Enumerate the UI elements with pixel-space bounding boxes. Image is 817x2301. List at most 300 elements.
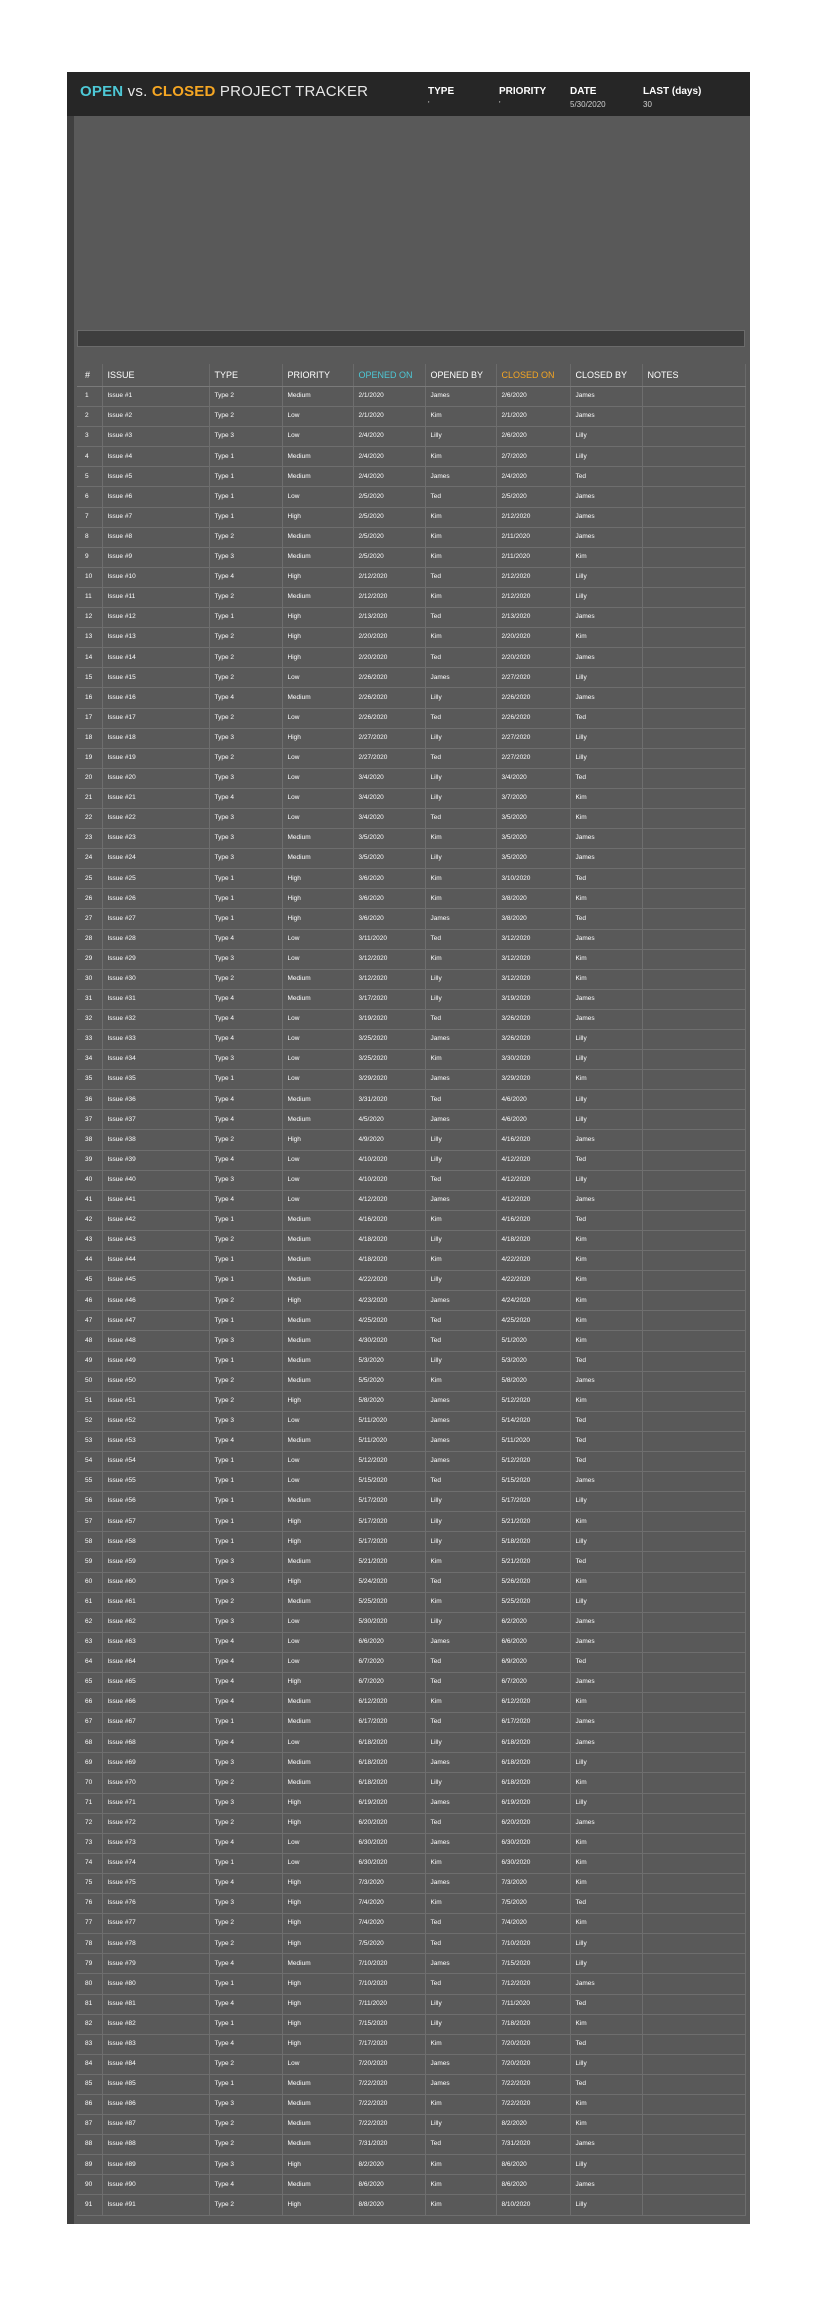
cell-issue[interactable]: Issue #91 bbox=[102, 2195, 209, 2215]
cell-opened-on[interactable]: 4/9/2020 bbox=[353, 1130, 425, 1150]
cell-number[interactable]: 48 bbox=[77, 1331, 102, 1351]
cell-notes[interactable] bbox=[642, 2054, 745, 2074]
cell-notes[interactable] bbox=[642, 407, 745, 427]
cell-opened-by[interactable]: Ted bbox=[425, 1813, 496, 1833]
cell-notes[interactable] bbox=[642, 2034, 745, 2054]
cell-issue[interactable]: Issue #81 bbox=[102, 1994, 209, 2014]
cell-priority[interactable]: High bbox=[282, 1673, 353, 1693]
cell-opened-on[interactable]: 2/4/2020 bbox=[353, 467, 425, 487]
cell-issue[interactable]: Issue #85 bbox=[102, 2074, 209, 2094]
cell-closed-by[interactable]: Lilly bbox=[570, 668, 642, 688]
cell-issue[interactable]: Issue #32 bbox=[102, 1009, 209, 1029]
cell-closed-on[interactable]: 3/5/2020 bbox=[496, 829, 570, 849]
cell-closed-by[interactable]: Lilly bbox=[570, 567, 642, 587]
cell-closed-by[interactable]: Kim bbox=[570, 949, 642, 969]
cell-type[interactable]: Type 2 bbox=[209, 1230, 282, 1250]
cell-closed-by[interactable]: James bbox=[570, 1813, 642, 1833]
cell-issue[interactable]: Issue #74 bbox=[102, 1853, 209, 1873]
cell-opened-on[interactable]: 4/18/2020 bbox=[353, 1251, 425, 1271]
cell-type[interactable]: Type 2 bbox=[209, 1592, 282, 1612]
cell-number[interactable]: 37 bbox=[77, 1110, 102, 1130]
cell-opened-on[interactable]: 5/5/2020 bbox=[353, 1371, 425, 1391]
cell-opened-on[interactable]: 7/20/2020 bbox=[353, 2054, 425, 2074]
cell-opened-on[interactable]: 7/22/2020 bbox=[353, 2074, 425, 2094]
cell-type[interactable]: Type 2 bbox=[209, 527, 282, 547]
cell-issue[interactable]: Issue #42 bbox=[102, 1210, 209, 1230]
cell-type[interactable]: Type 2 bbox=[209, 587, 282, 607]
cell-number[interactable]: 32 bbox=[77, 1009, 102, 1029]
cell-type[interactable]: Type 4 bbox=[209, 1632, 282, 1652]
cell-type[interactable]: Type 3 bbox=[209, 808, 282, 828]
cell-type[interactable]: Type 1 bbox=[209, 1451, 282, 1471]
cell-issue[interactable]: Issue #53 bbox=[102, 1431, 209, 1451]
cell-issue[interactable]: Issue #7 bbox=[102, 507, 209, 527]
cell-priority[interactable]: Medium bbox=[282, 1773, 353, 1793]
cell-type[interactable]: Type 2 bbox=[209, 1130, 282, 1150]
cell-closed-by[interactable]: Ted bbox=[570, 909, 642, 929]
cell-closed-by[interactable]: Kim bbox=[570, 1070, 642, 1090]
cell-number[interactable]: 20 bbox=[77, 768, 102, 788]
cell-type[interactable]: Type 2 bbox=[209, 1914, 282, 1934]
cell-closed-on[interactable]: 3/26/2020 bbox=[496, 1030, 570, 1050]
cell-opened-by[interactable]: Kim bbox=[425, 447, 496, 467]
cell-type[interactable]: Type 3 bbox=[209, 547, 282, 567]
cell-issue[interactable]: Issue #43 bbox=[102, 1230, 209, 1250]
cell-priority[interactable]: High bbox=[282, 889, 353, 909]
cell-opened-on[interactable]: 2/1/2020 bbox=[353, 407, 425, 427]
cell-type[interactable]: Type 4 bbox=[209, 1994, 282, 2014]
cell-issue[interactable]: Issue #71 bbox=[102, 1793, 209, 1813]
cell-opened-on[interactable]: 8/6/2020 bbox=[353, 2175, 425, 2195]
cell-number[interactable]: 19 bbox=[77, 748, 102, 768]
cell-opened-on[interactable]: 2/20/2020 bbox=[353, 628, 425, 648]
cell-notes[interactable] bbox=[642, 1914, 745, 1934]
cell-issue[interactable]: Issue #60 bbox=[102, 1572, 209, 1592]
cell-type[interactable]: Type 2 bbox=[209, 1813, 282, 1833]
cell-closed-by[interactable]: Kim bbox=[570, 1230, 642, 1250]
cell-opened-on[interactable]: 2/26/2020 bbox=[353, 708, 425, 728]
cell-type[interactable]: Type 3 bbox=[209, 1331, 282, 1351]
cell-notes[interactable] bbox=[642, 487, 745, 507]
cell-notes[interactable] bbox=[642, 2135, 745, 2155]
cell-opened-by[interactable]: Kim bbox=[425, 407, 496, 427]
cell-notes[interactable] bbox=[642, 1090, 745, 1110]
cell-notes[interactable] bbox=[642, 387, 745, 407]
cell-number[interactable]: 38 bbox=[77, 1130, 102, 1150]
cell-opened-by[interactable]: James bbox=[425, 668, 496, 688]
cell-closed-by[interactable]: Kim bbox=[570, 889, 642, 909]
cell-priority[interactable]: Low bbox=[282, 748, 353, 768]
cell-number[interactable]: 27 bbox=[77, 909, 102, 929]
cell-issue[interactable]: Issue #6 bbox=[102, 487, 209, 507]
cell-opened-on[interactable]: 2/5/2020 bbox=[353, 527, 425, 547]
cell-issue[interactable]: Issue #61 bbox=[102, 1592, 209, 1612]
cell-issue[interactable]: Issue #46 bbox=[102, 1291, 209, 1311]
cell-opened-by[interactable]: Kim bbox=[425, 1251, 496, 1271]
cell-opened-by[interactable]: Lilly bbox=[425, 1733, 496, 1753]
cell-opened-by[interactable]: Ted bbox=[425, 1472, 496, 1492]
cell-priority[interactable]: Medium bbox=[282, 1251, 353, 1271]
cell-closed-by[interactable]: Kim bbox=[570, 1391, 642, 1411]
cell-issue[interactable]: Issue #55 bbox=[102, 1472, 209, 1492]
cell-opened-by[interactable]: Ted bbox=[425, 748, 496, 768]
cell-number[interactable]: 85 bbox=[77, 2074, 102, 2094]
cell-priority[interactable]: Low bbox=[282, 407, 353, 427]
cell-issue[interactable]: Issue #64 bbox=[102, 1652, 209, 1672]
cell-opened-on[interactable]: 4/5/2020 bbox=[353, 1110, 425, 1130]
cell-opened-on[interactable]: 7/3/2020 bbox=[353, 1873, 425, 1893]
cell-number[interactable]: 36 bbox=[77, 1090, 102, 1110]
cell-opened-by[interactable]: Lilly bbox=[425, 2115, 496, 2135]
cell-type[interactable]: Type 3 bbox=[209, 1170, 282, 1190]
cell-priority[interactable]: Medium bbox=[282, 2175, 353, 2195]
cell-notes[interactable] bbox=[642, 1170, 745, 1190]
cell-priority[interactable]: High bbox=[282, 1894, 353, 1914]
cell-closed-by[interactable]: Kim bbox=[570, 1512, 642, 1532]
cell-notes[interactable] bbox=[642, 527, 745, 547]
cell-type[interactable]: Type 2 bbox=[209, 648, 282, 668]
cell-type[interactable]: Type 4 bbox=[209, 1833, 282, 1853]
cell-opened-on[interactable]: 7/4/2020 bbox=[353, 1914, 425, 1934]
cell-opened-on[interactable]: 7/10/2020 bbox=[353, 1954, 425, 1974]
cell-closed-by[interactable]: James bbox=[570, 1190, 642, 1210]
cell-issue[interactable]: Issue #51 bbox=[102, 1391, 209, 1411]
cell-opened-by[interactable]: Lilly bbox=[425, 849, 496, 869]
cell-type[interactable]: Type 3 bbox=[209, 1552, 282, 1572]
cell-opened-on[interactable]: 2/26/2020 bbox=[353, 668, 425, 688]
cell-opened-by[interactable]: Lilly bbox=[425, 1130, 496, 1150]
cell-priority[interactable]: High bbox=[282, 1391, 353, 1411]
cell-issue[interactable]: Issue #67 bbox=[102, 1713, 209, 1733]
cell-opened-on[interactable]: 4/10/2020 bbox=[353, 1170, 425, 1190]
cell-closed-by[interactable]: Kim bbox=[570, 808, 642, 828]
cell-opened-on[interactable]: 2/12/2020 bbox=[353, 567, 425, 587]
cell-type[interactable]: Type 3 bbox=[209, 1050, 282, 1070]
cell-notes[interactable] bbox=[642, 567, 745, 587]
cell-number[interactable]: 68 bbox=[77, 1733, 102, 1753]
cell-closed-by[interactable]: James bbox=[570, 407, 642, 427]
cell-notes[interactable] bbox=[642, 628, 745, 648]
cell-opened-by[interactable]: Kim bbox=[425, 1853, 496, 1873]
cell-notes[interactable] bbox=[642, 1130, 745, 1150]
cell-closed-by[interactable]: Ted bbox=[570, 467, 642, 487]
cell-number[interactable]: 63 bbox=[77, 1632, 102, 1652]
cell-priority[interactable]: Low bbox=[282, 808, 353, 828]
cell-notes[interactable] bbox=[642, 547, 745, 567]
cell-closed-by[interactable]: Lilly bbox=[570, 748, 642, 768]
cell-number[interactable]: 43 bbox=[77, 1230, 102, 1250]
cell-opened-on[interactable]: 6/18/2020 bbox=[353, 1733, 425, 1753]
cell-opened-on[interactable]: 2/5/2020 bbox=[353, 507, 425, 527]
cell-opened-on[interactable]: 4/30/2020 bbox=[353, 1331, 425, 1351]
cell-type[interactable]: Type 1 bbox=[209, 889, 282, 909]
cell-closed-on[interactable]: 2/11/2020 bbox=[496, 547, 570, 567]
cell-opened-on[interactable]: 7/4/2020 bbox=[353, 1894, 425, 1914]
cell-closed-on[interactable]: 7/11/2020 bbox=[496, 1994, 570, 2014]
cell-type[interactable]: Type 4 bbox=[209, 1652, 282, 1672]
cell-closed-by[interactable]: Kim bbox=[570, 1873, 642, 1893]
cell-issue[interactable]: Issue #5 bbox=[102, 467, 209, 487]
cell-opened-by[interactable]: James bbox=[425, 2054, 496, 2074]
cell-closed-on[interactable]: 4/22/2020 bbox=[496, 1251, 570, 1271]
cell-type[interactable]: Type 4 bbox=[209, 688, 282, 708]
cell-type[interactable]: Type 1 bbox=[209, 2014, 282, 2034]
cell-issue[interactable]: Issue #35 bbox=[102, 1070, 209, 1090]
cell-type[interactable]: Type 2 bbox=[209, 1291, 282, 1311]
cell-opened-by[interactable]: Kim bbox=[425, 2094, 496, 2114]
cell-opened-by[interactable]: Lilly bbox=[425, 1150, 496, 1170]
cell-issue[interactable]: Issue #41 bbox=[102, 1190, 209, 1210]
cell-opened-by[interactable]: James bbox=[425, 2074, 496, 2094]
cell-number[interactable]: 58 bbox=[77, 1532, 102, 1552]
cell-issue[interactable]: Issue #69 bbox=[102, 1753, 209, 1773]
cell-number[interactable]: 45 bbox=[77, 1271, 102, 1291]
cell-closed-by[interactable]: Ted bbox=[570, 1210, 642, 1230]
cell-closed-by[interactable]: Kim bbox=[570, 788, 642, 808]
cell-notes[interactable] bbox=[642, 1150, 745, 1170]
cell-opened-by[interactable]: Ted bbox=[425, 648, 496, 668]
cell-closed-by[interactable]: Ted bbox=[570, 708, 642, 728]
cell-closed-by[interactable]: Lilly bbox=[570, 1492, 642, 1512]
cell-issue[interactable]: Issue #37 bbox=[102, 1110, 209, 1130]
cell-opened-on[interactable]: 3/6/2020 bbox=[353, 889, 425, 909]
cell-closed-on[interactable]: 3/5/2020 bbox=[496, 808, 570, 828]
cell-issue[interactable]: Issue #30 bbox=[102, 969, 209, 989]
cell-number[interactable]: 91 bbox=[77, 2195, 102, 2215]
cell-priority[interactable]: Medium bbox=[282, 467, 353, 487]
cell-issue[interactable]: Issue #87 bbox=[102, 2115, 209, 2135]
cell-notes[interactable] bbox=[642, 869, 745, 889]
cell-number[interactable]: 55 bbox=[77, 1472, 102, 1492]
cell-number[interactable]: 28 bbox=[77, 929, 102, 949]
cell-closed-on[interactable]: 5/3/2020 bbox=[496, 1351, 570, 1371]
cell-issue[interactable]: Issue #1 bbox=[102, 387, 209, 407]
cell-notes[interactable] bbox=[642, 1431, 745, 1451]
cell-notes[interactable] bbox=[642, 1673, 745, 1693]
cell-number[interactable]: 59 bbox=[77, 1552, 102, 1572]
cell-number[interactable]: 79 bbox=[77, 1954, 102, 1974]
cell-notes[interactable] bbox=[642, 1291, 745, 1311]
cell-issue[interactable]: Issue #22 bbox=[102, 808, 209, 828]
cell-closed-on[interactable]: 5/11/2020 bbox=[496, 1431, 570, 1451]
cell-opened-on[interactable]: 6/19/2020 bbox=[353, 1793, 425, 1813]
cell-number[interactable]: 44 bbox=[77, 1251, 102, 1271]
cell-opened-on[interactable]: 5/25/2020 bbox=[353, 1592, 425, 1612]
cell-closed-by[interactable]: James bbox=[570, 2175, 642, 2195]
cell-opened-on[interactable]: 3/31/2020 bbox=[353, 1090, 425, 1110]
cell-priority[interactable]: High bbox=[282, 608, 353, 628]
cell-opened-on[interactable]: 4/16/2020 bbox=[353, 1210, 425, 1230]
cell-opened-by[interactable]: Lilly bbox=[425, 2014, 496, 2034]
cell-notes[interactable] bbox=[642, 1230, 745, 1250]
cell-closed-by[interactable]: Ted bbox=[570, 1351, 642, 1371]
cell-type[interactable]: Type 3 bbox=[209, 829, 282, 849]
cell-closed-on[interactable]: 7/3/2020 bbox=[496, 1873, 570, 1893]
cell-priority[interactable]: Medium bbox=[282, 1210, 353, 1230]
cell-number[interactable]: 29 bbox=[77, 949, 102, 969]
cell-closed-on[interactable]: 3/30/2020 bbox=[496, 1050, 570, 1070]
cell-opened-on[interactable]: 3/5/2020 bbox=[353, 849, 425, 869]
cell-opened-on[interactable]: 5/30/2020 bbox=[353, 1612, 425, 1632]
cell-type[interactable]: Type 4 bbox=[209, 1733, 282, 1753]
cell-type[interactable]: Type 2 bbox=[209, 1773, 282, 1793]
cell-opened-on[interactable]: 5/17/2020 bbox=[353, 1512, 425, 1532]
cell-opened-on[interactable]: 6/6/2020 bbox=[353, 1632, 425, 1652]
cell-type[interactable]: Type 2 bbox=[209, 2115, 282, 2135]
cell-priority[interactable]: Low bbox=[282, 1451, 353, 1471]
cell-notes[interactable] bbox=[642, 1271, 745, 1291]
cell-number[interactable]: 54 bbox=[77, 1451, 102, 1471]
cell-issue[interactable]: Issue #3 bbox=[102, 427, 209, 447]
cell-issue[interactable]: Issue #89 bbox=[102, 2155, 209, 2175]
cell-closed-by[interactable]: Ted bbox=[570, 1552, 642, 1572]
cell-closed-on[interactable]: 8/6/2020 bbox=[496, 2175, 570, 2195]
cell-closed-by[interactable]: James bbox=[570, 1974, 642, 1994]
cell-issue[interactable]: Issue #86 bbox=[102, 2094, 209, 2114]
cell-issue[interactable]: Issue #76 bbox=[102, 1894, 209, 1914]
cell-issue[interactable]: Issue #66 bbox=[102, 1693, 209, 1713]
cell-opened-by[interactable]: Ted bbox=[425, 929, 496, 949]
cell-notes[interactable] bbox=[642, 1009, 745, 1029]
cell-issue[interactable]: Issue #78 bbox=[102, 1934, 209, 1954]
cell-priority[interactable]: High bbox=[282, 1813, 353, 1833]
cell-type[interactable]: Type 3 bbox=[209, 2094, 282, 2114]
cell-type[interactable]: Type 1 bbox=[209, 1512, 282, 1532]
cell-issue[interactable]: Issue #13 bbox=[102, 628, 209, 648]
cell-closed-on[interactable]: 3/19/2020 bbox=[496, 989, 570, 1009]
cell-notes[interactable] bbox=[642, 1311, 745, 1331]
cell-number[interactable]: 50 bbox=[77, 1371, 102, 1391]
cell-issue[interactable]: Issue #79 bbox=[102, 1954, 209, 1974]
cell-opened-on[interactable]: 8/8/2020 bbox=[353, 2195, 425, 2215]
cell-opened-by[interactable]: Kim bbox=[425, 949, 496, 969]
cell-closed-by[interactable]: James bbox=[570, 2135, 642, 2155]
cell-closed-on[interactable]: 5/17/2020 bbox=[496, 1492, 570, 1512]
cell-issue[interactable]: Issue #40 bbox=[102, 1170, 209, 1190]
cell-closed-on[interactable]: 2/20/2020 bbox=[496, 628, 570, 648]
cell-closed-by[interactable]: Lilly bbox=[570, 1592, 642, 1612]
cell-opened-by[interactable]: Kim bbox=[425, 1371, 496, 1391]
cell-notes[interactable] bbox=[642, 909, 745, 929]
cell-number[interactable]: 18 bbox=[77, 728, 102, 748]
cell-issue[interactable]: Issue #62 bbox=[102, 1612, 209, 1632]
cell-priority[interactable]: High bbox=[282, 1873, 353, 1893]
cell-notes[interactable] bbox=[642, 1532, 745, 1552]
cell-number[interactable]: 53 bbox=[77, 1431, 102, 1451]
cell-closed-by[interactable]: Ted bbox=[570, 1431, 642, 1451]
cell-priority[interactable]: Low bbox=[282, 487, 353, 507]
cell-issue[interactable]: Issue #25 bbox=[102, 869, 209, 889]
cell-type[interactable]: Type 3 bbox=[209, 1753, 282, 1773]
cell-opened-by[interactable]: James bbox=[425, 1030, 496, 1050]
cell-issue[interactable]: Issue #26 bbox=[102, 889, 209, 909]
cell-closed-on[interactable]: 4/6/2020 bbox=[496, 1110, 570, 1130]
cell-notes[interactable] bbox=[642, 608, 745, 628]
cell-opened-on[interactable]: 2/27/2020 bbox=[353, 728, 425, 748]
cell-closed-on[interactable]: 3/12/2020 bbox=[496, 949, 570, 969]
cell-opened-by[interactable]: Ted bbox=[425, 808, 496, 828]
cell-closed-on[interactable]: 7/5/2020 bbox=[496, 1894, 570, 1914]
cell-number[interactable]: 40 bbox=[77, 1170, 102, 1190]
cell-priority[interactable]: Low bbox=[282, 1632, 353, 1652]
cell-type[interactable]: Type 1 bbox=[209, 507, 282, 527]
cell-type[interactable]: Type 1 bbox=[209, 909, 282, 929]
cell-type[interactable]: Type 1 bbox=[209, 1271, 282, 1291]
cell-closed-on[interactable]: 8/6/2020 bbox=[496, 2155, 570, 2175]
cell-closed-on[interactable]: 7/20/2020 bbox=[496, 2034, 570, 2054]
cell-priority[interactable]: High bbox=[282, 1934, 353, 1954]
cell-notes[interactable] bbox=[642, 1632, 745, 1652]
cell-issue[interactable]: Issue #18 bbox=[102, 728, 209, 748]
cell-opened-on[interactable]: 3/17/2020 bbox=[353, 989, 425, 1009]
cell-opened-by[interactable]: Kim bbox=[425, 1050, 496, 1070]
cell-notes[interactable] bbox=[642, 1612, 745, 1632]
cell-opened-on[interactable]: 2/1/2020 bbox=[353, 387, 425, 407]
cell-issue[interactable]: Issue #56 bbox=[102, 1492, 209, 1512]
cell-notes[interactable] bbox=[642, 1070, 745, 1090]
cell-closed-by[interactable]: Ted bbox=[570, 1451, 642, 1471]
cell-opened-by[interactable]: Ted bbox=[425, 1009, 496, 1029]
cell-closed-on[interactable]: 2/5/2020 bbox=[496, 487, 570, 507]
cell-closed-by[interactable]: Kim bbox=[570, 1773, 642, 1793]
cell-closed-on[interactable]: 4/6/2020 bbox=[496, 1090, 570, 1110]
cell-number[interactable]: 4 bbox=[77, 447, 102, 467]
cell-priority[interactable]: Medium bbox=[282, 1331, 353, 1351]
cell-issue[interactable]: Issue #58 bbox=[102, 1532, 209, 1552]
cell-opened-by[interactable]: James bbox=[425, 387, 496, 407]
cell-type[interactable]: Type 3 bbox=[209, 849, 282, 869]
cell-number[interactable]: 10 bbox=[77, 567, 102, 587]
cell-closed-on[interactable]: 2/11/2020 bbox=[496, 527, 570, 547]
cell-issue[interactable]: Issue #23 bbox=[102, 829, 209, 849]
cell-type[interactable]: Type 1 bbox=[209, 869, 282, 889]
cell-priority[interactable]: Medium bbox=[282, 447, 353, 467]
cell-opened-by[interactable]: Lilly bbox=[425, 1492, 496, 1512]
cell-priority[interactable]: Medium bbox=[282, 1090, 353, 1110]
cell-issue[interactable]: Issue #50 bbox=[102, 1371, 209, 1391]
cell-priority[interactable]: Low bbox=[282, 1612, 353, 1632]
cell-priority[interactable]: Medium bbox=[282, 989, 353, 1009]
cell-issue[interactable]: Issue #8 bbox=[102, 527, 209, 547]
cell-priority[interactable]: Medium bbox=[282, 1371, 353, 1391]
cell-notes[interactable] bbox=[642, 969, 745, 989]
cell-opened-on[interactable]: 2/4/2020 bbox=[353, 427, 425, 447]
cell-opened-by[interactable]: Kim bbox=[425, 1894, 496, 1914]
cell-notes[interactable] bbox=[642, 1251, 745, 1271]
cell-closed-on[interactable]: 2/1/2020 bbox=[496, 407, 570, 427]
cell-type[interactable]: Type 3 bbox=[209, 1894, 282, 1914]
cell-notes[interactable] bbox=[642, 1190, 745, 1210]
cell-notes[interactable] bbox=[642, 768, 745, 788]
cell-opened-by[interactable]: James bbox=[425, 1753, 496, 1773]
cell-type[interactable]: Type 4 bbox=[209, 1431, 282, 1451]
cell-type[interactable]: Type 1 bbox=[209, 1492, 282, 1512]
cell-priority[interactable]: Medium bbox=[282, 1431, 353, 1451]
cell-type[interactable]: Type 2 bbox=[209, 1391, 282, 1411]
cell-closed-on[interactable]: 6/12/2020 bbox=[496, 1693, 570, 1713]
cell-opened-by[interactable]: Ted bbox=[425, 1331, 496, 1351]
cell-closed-by[interactable]: James bbox=[570, 829, 642, 849]
cell-notes[interactable] bbox=[642, 1110, 745, 1130]
cell-issue[interactable]: Issue #15 bbox=[102, 668, 209, 688]
cell-notes[interactable] bbox=[642, 1592, 745, 1612]
cell-priority[interactable]: High bbox=[282, 1572, 353, 1592]
cell-notes[interactable] bbox=[642, 1411, 745, 1431]
cell-priority[interactable]: High bbox=[282, 1291, 353, 1311]
cell-type[interactable]: Type 2 bbox=[209, 708, 282, 728]
cell-type[interactable]: Type 2 bbox=[209, 748, 282, 768]
cell-closed-on[interactable]: 4/22/2020 bbox=[496, 1271, 570, 1291]
